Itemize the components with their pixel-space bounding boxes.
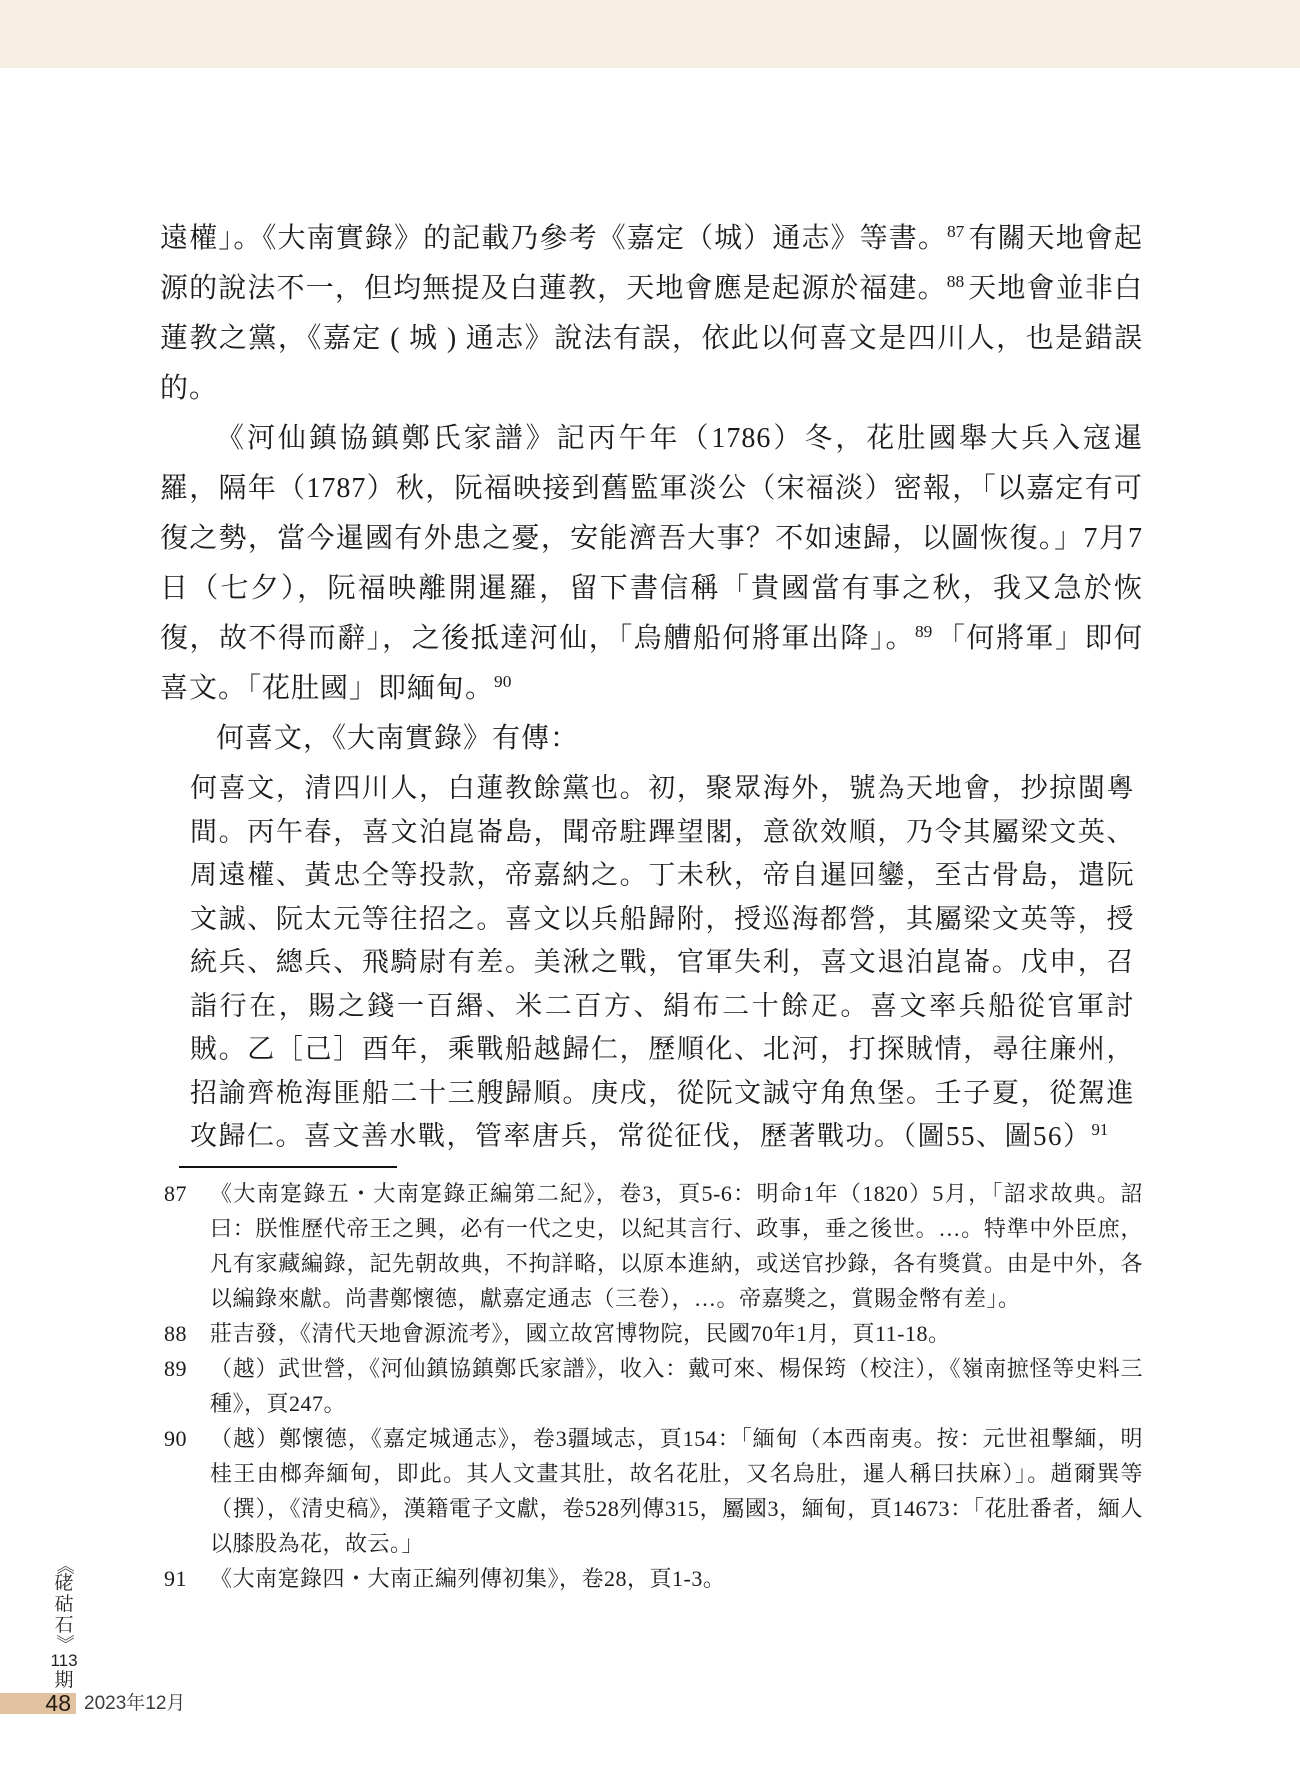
text-run: 遠權」。《大南實錄》的記載乃參考《嘉定（城）通志》等書。 xyxy=(160,223,947,254)
body-paragraphs xyxy=(160,214,1143,1159)
footnote-item xyxy=(160,1421,1143,1561)
footnote-item xyxy=(160,1176,1143,1316)
text-run: 「何將軍」即何喜文。「花肚國」即緬甸。 xyxy=(160,623,1143,704)
footnote-text: （越）鄭懷德，《嘉定城通志》，卷3疆域志，頁154：「緬甸（本西南夷。按：元世祖擊緬，明桂王由榔奔緬甸，即此。其人文畫其肚，故名花肚，又名烏肚，暹人稱曰扶麻）」。趙爾巽等（撰），《清史稿》，漢籍電子文獻，卷528列傳315，屬國3，緬甸，頁14673：「花肚番者，緬人以膝股為花，故云。」 xyxy=(210,1425,1143,1556)
footnote-ref: 90 xyxy=(494,671,512,691)
footnote-text: 《大南寔錄四・大南正編列傳初集》，卷28，頁1-3。 xyxy=(210,1565,726,1591)
footnote-item xyxy=(160,1351,1143,1421)
footnote-text: 《大南寔錄五・大南寔錄正編第二紀》，卷3，頁5-6：明命1年（1820）5月，「詔求故典。詔曰：朕惟歷代帝王之興，必有一代之史，以紀其言行、政事，垂之後世。…。特準中外臣庶，凡有家藏編錄，記先朝故典，不拘詳略，以原本進納，或送官抄錄，各有獎賞。由是中外，各以編錄來獻。尚書鄭懷德，獻嘉定通志（三卷），…。帝嘉獎之，賞賜金幣有差」。 xyxy=(210,1180,1143,1311)
footnote-number: 90 xyxy=(164,1425,187,1451)
footnote-item xyxy=(160,1316,1143,1351)
journal-title-vertical xyxy=(48,1558,80,1691)
footnote-number: 91 xyxy=(164,1565,187,1591)
footnote-ref: 89 xyxy=(915,621,933,641)
text-run: 何喜文，清四川人，白蓮教餘黨也。初，聚眾海外，號為天地會，抄掠閩粵間。丙午春，喜文泊崑崙島，聞帝駐蹕望閣，意欲效順，乃令其屬梁文英、周遠權、黃忠仝等投款，帝嘉納之。丁未秋，帝自暹回鑾，至古骨島，遣阮文誠、阮太元等往招之。喜文以兵船歸附，授巡海都營，其屬梁文英等，授統兵、總兵、飛騎尉有差。美湫之戰，官軍失利，喜文退泊崑崙。戊申，召詣行在，賜之錢一百緡、米二百方、絹布二十餘疋。喜文率兵船從官軍討賊。乙［己］酉年，乘戰船越歸仁，歷順化、北河，打探賊情，尋往廉州，招諭齊桅海匪船二十三艘歸順。庚戌，從阮文誠守角魚堡。壬子夏，從駕進攻歸仁。喜文善水戰，管率唐兵，常從征伐，歷著戰功。（圖55、圖56） xyxy=(190,773,1135,1151)
block-quote xyxy=(190,767,1135,1159)
footnote-number: 88 xyxy=(164,1320,187,1346)
text-run: 有關天地會起源的說法不一，但均無提及白蓮教，天地會應是起源於福建。 xyxy=(160,223,1143,304)
footnote-ref: 88 xyxy=(946,271,965,291)
paragraph xyxy=(160,714,1143,764)
paragraph xyxy=(160,214,1143,414)
title-bracket: 》 xyxy=(54,1634,75,1653)
issue-unit: 期 xyxy=(54,1670,74,1691)
footnote-item xyxy=(160,1561,1143,1596)
title-char: 石 xyxy=(54,1615,74,1636)
page-number: 48 xyxy=(45,1690,71,1716)
page-footer-row xyxy=(0,1690,186,1716)
footnote-ref: 91 xyxy=(1091,1120,1109,1139)
title-bracket: 《 xyxy=(54,1556,75,1575)
title-char: 硓 xyxy=(54,1573,74,1594)
text-run: 天地會並非白蓮教之黨，《嘉定 ( 城 ) 通志》說法有誤，依此以何喜文是四川人，也是錯誤的。 xyxy=(160,273,1143,404)
footnote-separator xyxy=(179,1166,397,1168)
paragraph xyxy=(160,414,1143,714)
issue-number: 113 xyxy=(50,1651,78,1670)
title-char: 𥑮 xyxy=(54,1594,74,1615)
footnote-ref: 87 xyxy=(946,221,965,241)
footnote-number: 89 xyxy=(164,1355,187,1381)
issue-date: 2023年12月 xyxy=(84,1693,186,1714)
text-run: 《河仙鎮協鎮鄭氏家譜》記丙午年（1786）冬，花肚國舉大兵入寇暹羅，隔年（1787）秋，阮福映接到舊監軍淡公（宋福淡）密報，「以嘉定有可復之勢，當今暹國有外患之憂，安能濟吾大事？不如速歸，以圖恢復。」7月7日（七夕），阮福映離開暹羅，留下書信稱「貴國當有事之秋，我又急於恢復，故不得而辭」，之後抵達河仙，「烏艚船何將軍出降」。 xyxy=(160,423,1143,654)
footnote-text: （越）武世營，《河仙鎮協鎮鄭氏家譜》，收入：戴可來、楊保筠（校注），《嶺南摭怪等史料三種》，頁247。 xyxy=(210,1355,1143,1416)
page-number-bar xyxy=(0,1690,76,1716)
text-run: 何喜文，《大南實錄》有傳： xyxy=(216,723,580,754)
footnote-text: 莊吉發，《清代天地會源流考》，國立故宮博物院，民國70年1月，頁11-18。 xyxy=(210,1320,951,1346)
top-band xyxy=(0,0,1300,68)
footnote-number: 87 xyxy=(164,1180,187,1206)
footnotes-list xyxy=(160,1176,1143,1596)
article-content xyxy=(160,214,1143,1596)
